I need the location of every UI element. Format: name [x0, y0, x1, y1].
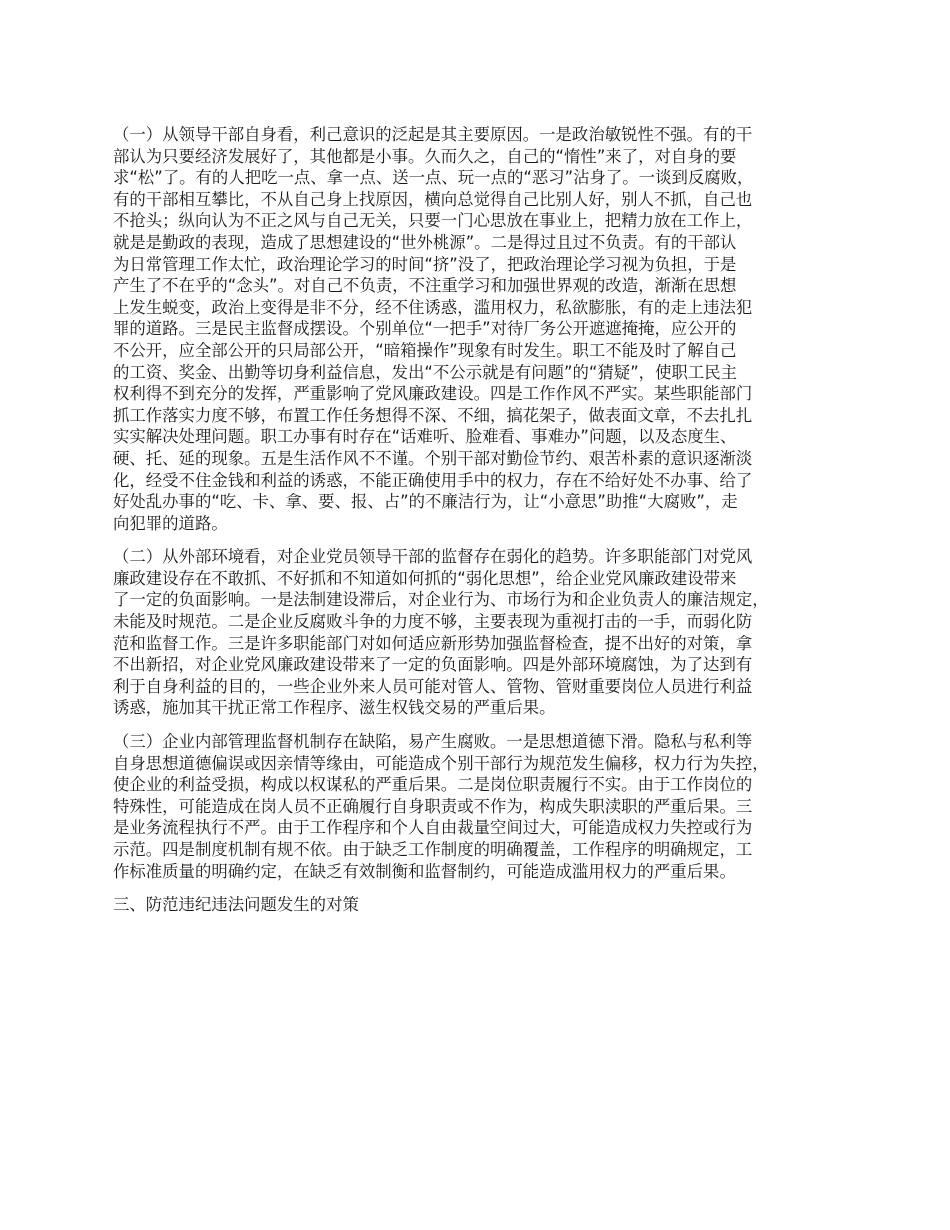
paragraph-2	[113, 546, 857, 719]
paragraph-line: 了一定的负面影响。一是法制建设滞后，对企业行为、市场行为和企业负责人的廉洁规定，	[113, 590, 769, 610]
paragraph-line: 特殊性，可能造成在岗人员不正确履行自身职责或不作为，构成失职渎职的严重后果。三	[113, 796, 753, 816]
paragraph-line: 有的干部相互攀比，不从自己身上找原因，横向总觉得自己比别人好，别人不抓，自己也	[113, 189, 753, 209]
paragraph-line: 未能及时规范。二是企业反腐败斗争的力度不够，主要表现为重视打击的一手，而弱化防	[113, 612, 753, 632]
document-body	[113, 124, 857, 916]
paragraph-line: （三）企业内部管理监督机制存在缺陷，易产生腐败。一是思想道德下滑。隐私与私利等	[113, 732, 753, 752]
paragraph-line: 诱惑，施加其干扰正常工作程序、滋生权钱交易的严重后果。	[113, 698, 556, 718]
paragraph-line: 就是是勤政的表现，造成了思想建设的“世外桃源”。二是得过且过不负责。有的干部认	[113, 232, 737, 252]
paragraph-line: 上发生蜕变，政治上变得是非不分，经不住诱惑，滥用权力，私欲膨胀，有的走上违法犯	[113, 297, 753, 317]
paragraph-line: 自身思想道德偏误或因亲情等缘由，可能造成个别干部行为规范发生偏移，权力行为失控，	[113, 753, 769, 773]
paragraph-line: 为日常管理工作太忙，政治理论学习的时间“挤”没了，把政治理论学习视为负担，于是	[113, 254, 737, 274]
paragraph-line: 的工资、奖金、出勤等切身利益信息，发出“不公示就是有问题”的“猜疑”，使职工民主	[113, 362, 738, 382]
paragraph-line: 求“松”了。有的人把吃一点、拿一点、送一点、玩一点的“恶习”沾身了。一谈到反腐败，	[113, 168, 754, 188]
paragraph-line: 利于自身利益的目的，一些企业外来人员可能对管人、管物、管财重要岗位人员进行利益	[113, 676, 753, 696]
paragraph-line: 权利得不到充分的发挥，严重影响了党风廉政建设。四是工作作风不严实。某些职能部门	[113, 384, 753, 404]
paragraph-line: 是业务流程执行不严。由于工作程序和个人自由裁量空间过大，可能造成权力失控或行为	[113, 818, 753, 838]
paragraph-line: 抓工作落实力度不够，布置工作任务想得不深、不细，搞花架子，做表面文章，不去扎扎	[113, 405, 753, 425]
paragraph-line: 不公开，应全部公开的只局部公开，“暗箱操作”现象有时发生。职工不能及时了解自己	[113, 340, 737, 360]
paragraph-line: 示范。四是制度机制有规不依。由于缺乏工作制度的明确覆盖，工作程序的明确规定，工	[113, 840, 753, 859]
paragraph-line: 实实解决处理问题。职工办事有时存在“话难听、脸难看、事难办”问题，以及态度生、	[113, 427, 737, 447]
paragraph-line: 硬、托、延的现象。五是生活作风不不谨。个别干部对勤俭节约、艰苦朴素的意识逐渐淡	[113, 448, 753, 468]
paragraph-line: 部认为只要经济发展好了，其他都是小事。久而久之，自己的“惰性”来了，对自身的要	[113, 146, 737, 166]
section-heading: 三、防范违纪违法问题发生的对策	[113, 895, 359, 915]
paragraph-3	[113, 731, 857, 882]
paragraph-line: 不出新招，对企业党风廉政建设带来了一定的负面影响。四是外部环境腐蚀，为了达到有	[113, 655, 753, 675]
paragraph-line: 作标准质量的明确约定，在缺乏有效制衡和监督制约，可能造成滥用权力的严重后果。	[113, 861, 736, 881]
paragraph-line: （一）从领导干部自身看，利己意识的泛起是其主要原因。一是政治敏锐性不强。有的干	[113, 125, 753, 144]
paragraph-line: 范和监督工作。三是许多职能部门对如何适应新形势加强监督检查，提不出好的对策，拿	[113, 633, 753, 653]
paragraph-line: 化，经受不住金钱和利益的诱惑，不能正确使用手中的权力，存在不给好处不办事、给了	[113, 470, 753, 490]
paragraph-line: 罪的道路。三是民主监督成摆设。个别单位“一把手”对待厂务公开遮遮掩掩，应公开的	[113, 319, 737, 339]
paragraph-line: 向犯罪的道路。	[113, 513, 228, 533]
paragraph-line: 产生了不在乎的“念头”。对自己不负责，不注重学习和加强世界观的改造，渐渐在思想	[113, 276, 737, 296]
paragraph-line: 廉政建设存在不敢抓、不好抓和不知道如何抓的“弱化思想”，给企业党风廉政建设带来	[113, 568, 737, 588]
paragraph-1	[113, 124, 857, 534]
paragraph-line: （二）从外部环境看，对企业党员领导干部的监督存在弱化的趋势。许多职能部门对党风	[113, 547, 753, 567]
paragraph-line: 好处乱办事的“吃、卡、拿、要、报、占”的不廉洁行为，让“小意思”助推“大腐败”，走	[113, 492, 738, 512]
paragraph-line: 使企业的利益受损，构成以权谋私的严重后果。二是岗位职责履行不实。由于工作岗位的	[113, 775, 753, 795]
paragraph-line: 不抢头；纵向认为不正之风与自己无关，只要一门心思放在事业上，把精力放在工作上，	[113, 211, 753, 231]
